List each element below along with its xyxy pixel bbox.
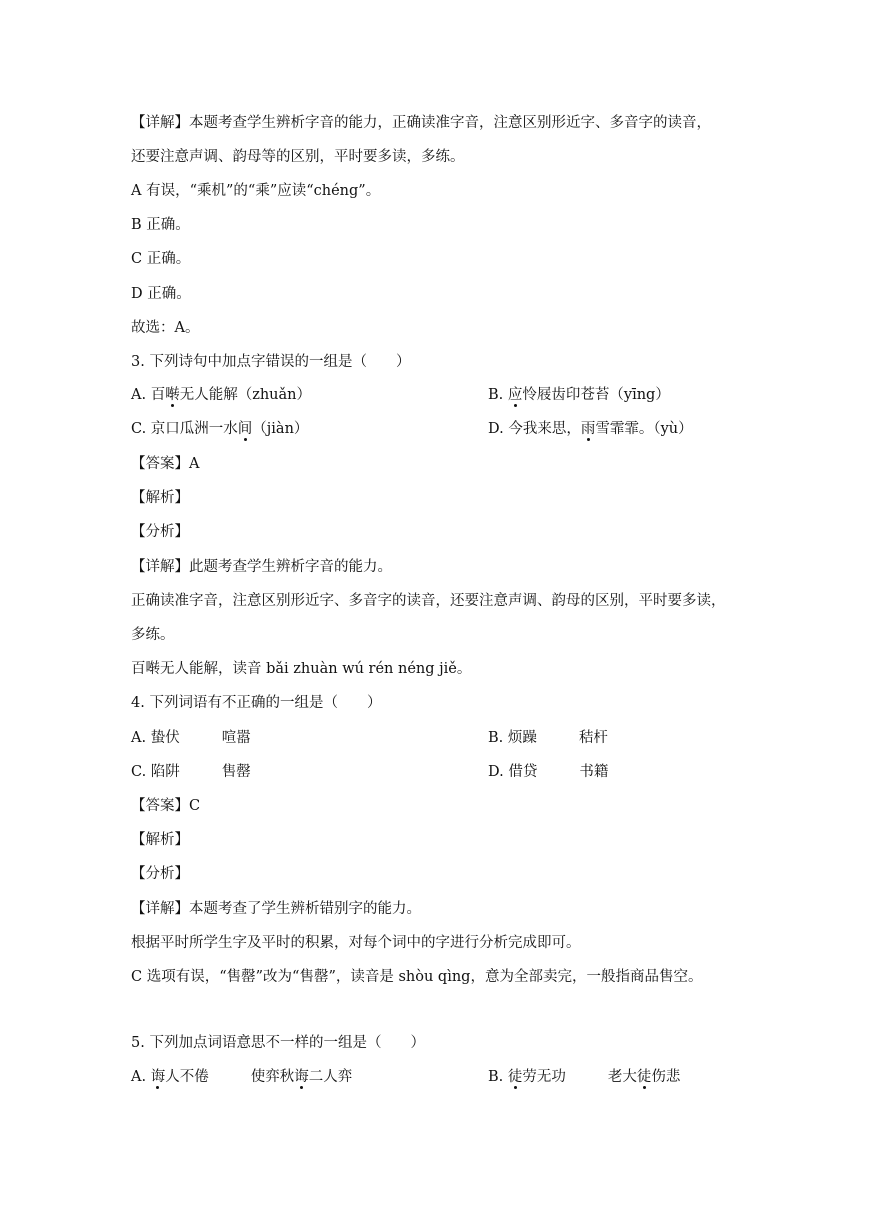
question-4-jiexi: 【解析】 <box>131 832 189 848</box>
dotted-char: 徒 <box>507 1069 523 1085</box>
detail-text: 【详解】本题考查学生辨析字音的能力，正确读准字音，注意区别形近字、多音字的读音， <box>131 115 711 131</box>
dotted-char: 诲 <box>150 1069 166 1085</box>
detail-text-cont: 还要注意声调、韵母等的区别，平时要多读，多练。 <box>131 149 465 165</box>
question-5-stem: 5. 下列加点词语意思不一样的一组是（ ） <box>131 1035 425 1051</box>
question-3-detail: 【详解】此题考查学生辨析字音的能力。 <box>131 559 392 575</box>
option-c-note: C 正确。 <box>131 251 191 267</box>
question-3-explain-1: 正确读准字音，注意区别形近字、多音字的读音，还要注意声调、韵母的区别，平时要多读， <box>131 593 726 609</box>
question-4-detail: 【详解】本题考查了学生辨析错别字的能力。 <box>131 901 421 917</box>
question-4-explain-1: 根据平时所学生字及平时的积累，对每个词中的字进行分析完成即可。 <box>131 935 581 951</box>
question-3-explain-3: 百啭无人能解，读音 bǎi zhuàn wú rén néng jiě。 <box>131 661 472 677</box>
dotted-char: 啭 <box>165 387 180 403</box>
choice-result: 故选：A。 <box>131 320 200 336</box>
question-4-option-b: B. 烦躁 秸杆 <box>488 730 608 746</box>
question-5-option-a: A. 诲人不倦 使弈秋诲二人弈 <box>131 1069 353 1085</box>
question-4-option-d: D. 借贷 书籍 <box>488 764 609 780</box>
dotted-char: 间 <box>237 421 253 437</box>
question-3-option-a: A. 百啭无人能解（zhuǎn） <box>131 387 312 403</box>
option-b-note: B 正确。 <box>131 217 190 233</box>
dotted-char: 徒 <box>636 1069 652 1085</box>
question-3-option-b: B. 应怜屐齿印苍苔（yīng） <box>488 387 670 403</box>
question-3-stem: 3. 下列诗句中加点字错误的一组是（ ） <box>131 354 411 370</box>
question-3-explain-2: 多练。 <box>131 627 175 643</box>
option-d-note: D 正确。 <box>131 286 191 302</box>
dotted-char: 诲 <box>294 1069 309 1085</box>
question-4-fenxi: 【分析】 <box>131 866 189 882</box>
question-3-jiexi: 【解析】 <box>131 490 189 506</box>
question-3-answer: 【答案】A <box>131 456 200 472</box>
dotted-char: 雨 <box>580 421 596 437</box>
dotted-char: 应 <box>507 387 523 403</box>
option-a-note: A 有误，“乘机”的“乘”应读“chéng”。 <box>131 183 381 199</box>
question-3-option-c: C. 京口瓜洲一水间（jiàn） <box>131 421 309 437</box>
question-3-fenxi: 【分析】 <box>131 524 189 540</box>
question-3-option-d: D. 今我来思，雨雪霏霏。（yù） <box>488 421 693 437</box>
question-5-option-b: B. 徒劳无功 老大徒伤悲 <box>488 1069 681 1085</box>
question-4-answer: 【答案】C <box>131 798 201 814</box>
question-4-explain-2: C 选项有误，“售罄”改为“售罄”，读音是 shòu qìng，意为全部卖完，一般指商品售空。 <box>131 969 703 985</box>
question-4-option-a: A. 蛰伏 喧嚣 <box>131 730 251 746</box>
question-4-option-c: C. 陷阱 售罄 <box>131 764 251 780</box>
question-4-stem: 4. 下列词语有不正确的一组是（ ） <box>131 695 382 711</box>
